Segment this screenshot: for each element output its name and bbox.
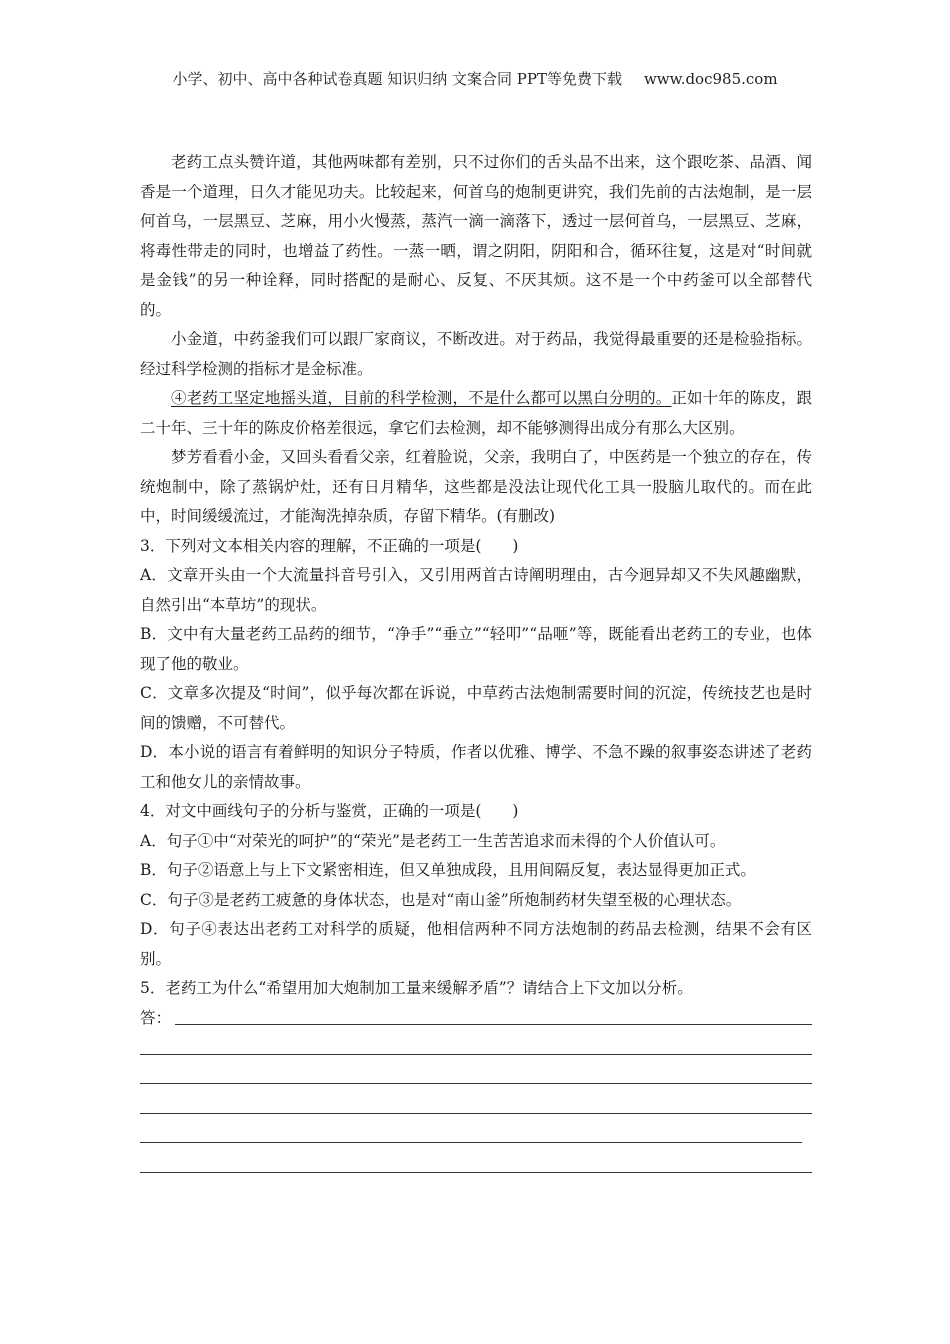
- question-5-stem: 5．老药工为什么“希望用加大炮制加工量来缓解矛盾”？请结合上下文加以分析。: [140, 979, 693, 997]
- page-header: [0, 68, 950, 89]
- question-4-option-a: A．句子①中“对荣光的呵护”的“荣光”是老药工一生苦苦追求而未得的个人价值认可。: [140, 831, 726, 850]
- question-3-option-c: C．文章多次提及“时间”，似乎每次都在诉说，中草药古法炮制需要时间的沉淀，传统技艺也是时间的馈赠，不可替代。: [140, 684, 812, 732]
- passage-paragraph-3: [140, 384, 812, 443]
- answer-line[interactable]: [175, 1024, 812, 1025]
- question-4-option-d: D．句子④表达出老药工对科学的质疑，他相信两种不同方法炮制的药品去检测，结果不会有区别。: [140, 920, 812, 968]
- answer-label: 答：: [140, 1008, 172, 1027]
- header-text: 小学、初中、高中各种试卷真题 知识归纳 文案合同 PPT等免费下载: [172, 70, 622, 88]
- underlined-sentence-4: ④老药工坚定地摇头道，目前的科学检测，不是什么都可以黑白分明的。: [171, 389, 672, 407]
- question-3-stem: 3．下列对文本相关内容的理解，不正确的一项是( ): [140, 536, 519, 555]
- answer-blank-line[interactable]: [140, 1033, 812, 1063]
- answer-blank-line[interactable]: [140, 1063, 812, 1093]
- passage-paragraph-1: 老药工点头赞许道，其他两味都有差别，只不过你们的舌头品不出来，这个跟吃茶、品酒、闻香是一个道理，日久才能见功夫。比较起来，何首乌的炮制更讲究，我们先前的古法炮制，是一层何首乌，一层黑豆、芝麻，用小火慢蒸，蒸汽一滴一滴落下，透过一层何首乌，一层黑豆、芝麻，将毒性带走的同时，也增益了药性。一蒸一晒，谓之阴阳，阴阳和合，循环往复，这是对“时间就是金钱”的另一种诠释，同时搭配的是耐心、反复、不厌其烦。这不是一个中药釜可以全部替代的。: [140, 153, 812, 319]
- question-3-option-a: A．文章开头由一个大流量抖音号引入，又引用两首古诗阐明理由，古今迥异却又不失风趣幽默，自然引出“本草坊”的现状。: [140, 566, 812, 614]
- question-4-option-b: B．句子②语意上与上下文紧密相连，但又单独成段，且用间隔反复，表达显得更加正式。: [140, 861, 756, 879]
- question-3-option-b: B．文中有大量老药工品药的细节，“净手”“垂立”“轻叩”“品咂”等，既能看出老药工的专业，也体现了他的敬业。: [140, 625, 812, 673]
- answer-blank-line[interactable]: [140, 1151, 812, 1181]
- answer-blank-line[interactable]: [140, 1122, 812, 1152]
- question-4-stem: 4．对文中画线句子的分析与鉴赏，正确的一项是( ): [140, 802, 519, 820]
- answer-blank-line[interactable]: [140, 1092, 812, 1122]
- question-4-option-c: C．句子③是老药工疲惫的身体状态，也是对“南山釜”所炮制药材失望至极的心理状态。: [140, 890, 742, 909]
- header-site: www.doc985.com: [643, 70, 778, 88]
- passage-paragraph-3-rest: 正如十年的陈皮，跟二十年、三十年的陈皮价格差很远，拿它们去检测，却不能够测得出成分有那么大区别。: [140, 389, 812, 437]
- passage-paragraph-4: 梦芳看看小金，又回头看看父亲，红着脸说，父亲，我明白了，中医药是一个独立的存在，传统炮制中，除了蒸锅炉灶，还有日月精华，这些都是没法让现代化工具一股脑儿取代的。而在此中，时间缓缓流过，才能淘洗掉杂质，存留下精华。(有删改): [140, 448, 812, 525]
- passage-paragraph-2: 小金道，中药釜我们可以跟厂家商议，不断改进。对于药品，我觉得最重要的还是检验指标。经过科学检测的指标才是金标准。: [140, 330, 812, 378]
- document-body: [140, 148, 812, 1181]
- question-3-option-d: D．本小说的语言有着鲜明的知识分子特质，作者以优雅、博学、不急不躁的叙事姿态讲述了老药工和他女儿的亲情故事。: [140, 743, 812, 791]
- answer-area: [140, 1004, 812, 1034]
